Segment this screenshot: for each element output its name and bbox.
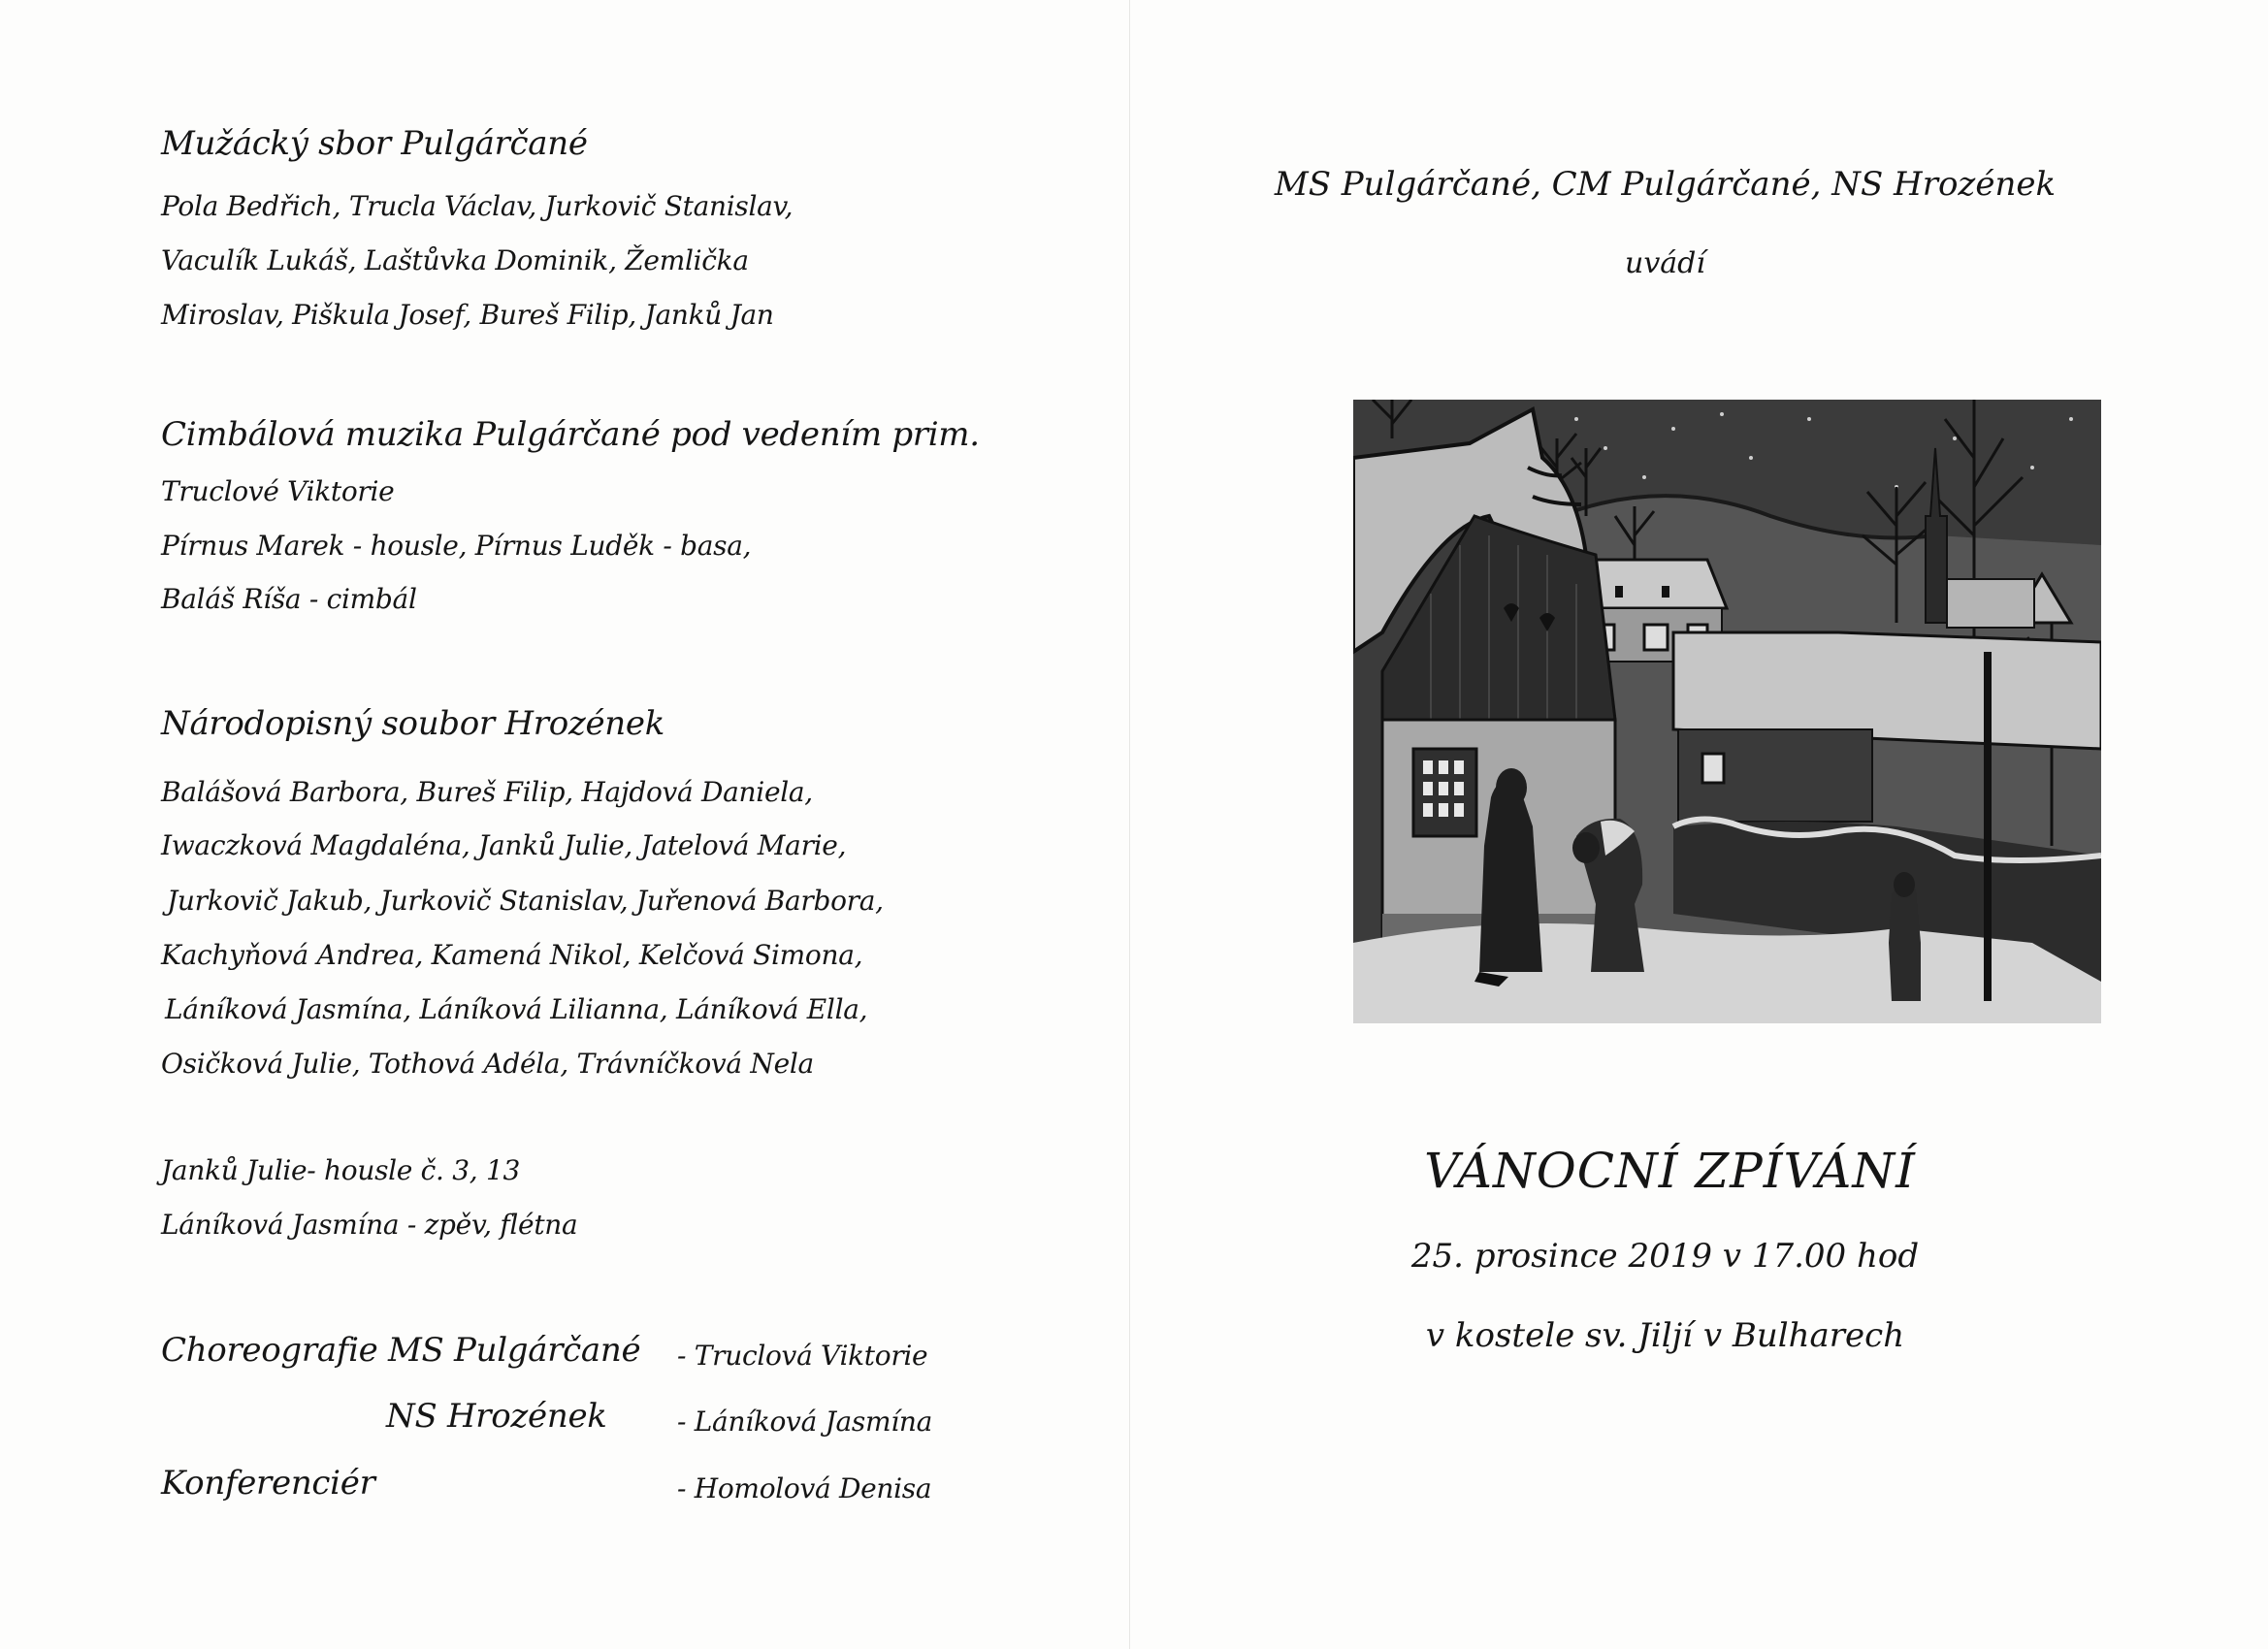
member-line: Pírnus Marek - housle, Pírnus Luděk - basa, [161, 530, 752, 562]
soloist-line: Láníková Jasmína - zpěv, flétna [161, 1209, 578, 1241]
credit-value-host: - Homolová Denisa [677, 1472, 932, 1504]
event-date: 25. prosince 2019 v 17.00 hod [1410, 1237, 1920, 1276]
member-line: Balášová Barbora, Bureš Filip, Hajdová Daniela, [161, 776, 813, 808]
left-page [0, 0, 1129, 1649]
member-line: Osičková Julie, Tothová Adéla, Trávníčková Nela [161, 1048, 814, 1080]
soloist-line: Janků Julie- housle č. 3, 13 [161, 1154, 520, 1186]
right-page [1130, 0, 2268, 1649]
member-line: Vaculík Lukáš, Laštůvka Dominik, Žemlička [161, 244, 749, 276]
member-line: Iwaczková Magdaléna, Janků Julie, Jatelová Marie, [161, 829, 847, 861]
section-heading-folk-ensemble: Národopisný soubor Hrozének [161, 704, 665, 743]
event-title: VÁNOCNÍ ZPÍVÁNÍ [1424, 1143, 1916, 1199]
section-heading-mens-choir: Mužácký sbor Pulgárčané [161, 124, 588, 163]
credit-label-ns-hrozenek: NS Hrozének [386, 1397, 607, 1436]
credit-value-choreography: - Truclová Viktorie [677, 1340, 928, 1372]
member-line: Kachyňová Andrea, Kamená Nikol, Kelčová Simona, [161, 939, 863, 971]
member-line: Baláš Ríša - cimbál [161, 583, 417, 615]
member-line: Láníková Jasmína, Láníková Lilianna, Láníková Ella, [165, 993, 868, 1025]
member-line: Truclové Viktorie [161, 475, 395, 507]
member-line: Miroslav, Piškula Josef, Bureš Filip, Janků Jan [161, 299, 774, 331]
credit-value-ns-hrozenek: - Láníková Jasmína [677, 1406, 932, 1438]
presents-label: uvádí [1625, 246, 1705, 280]
section-heading-cimbalom-band: Cimbálová muzika Pulgárčané pod vedením prim. [161, 415, 980, 454]
presenters: MS Pulgárčané, CM Pulgárčané, NS Hrozének [1274, 165, 2057, 204]
credit-label-host: Konferenciér [161, 1464, 375, 1503]
event-venue: v kostele sv. Jiljí v Bulharech [1425, 1316, 1905, 1355]
member-line: Jurkovič Jakub, Jurkovič Stanislav, Juřenová Barbora, [167, 885, 884, 917]
winter-village-illustration [1353, 400, 2101, 1023]
credit-label-choreography: Choreografie MS Pulgárčané [161, 1331, 641, 1370]
member-line: Pola Bedřich, Trucla Václav, Jurkovič Stanislav, [161, 190, 794, 222]
